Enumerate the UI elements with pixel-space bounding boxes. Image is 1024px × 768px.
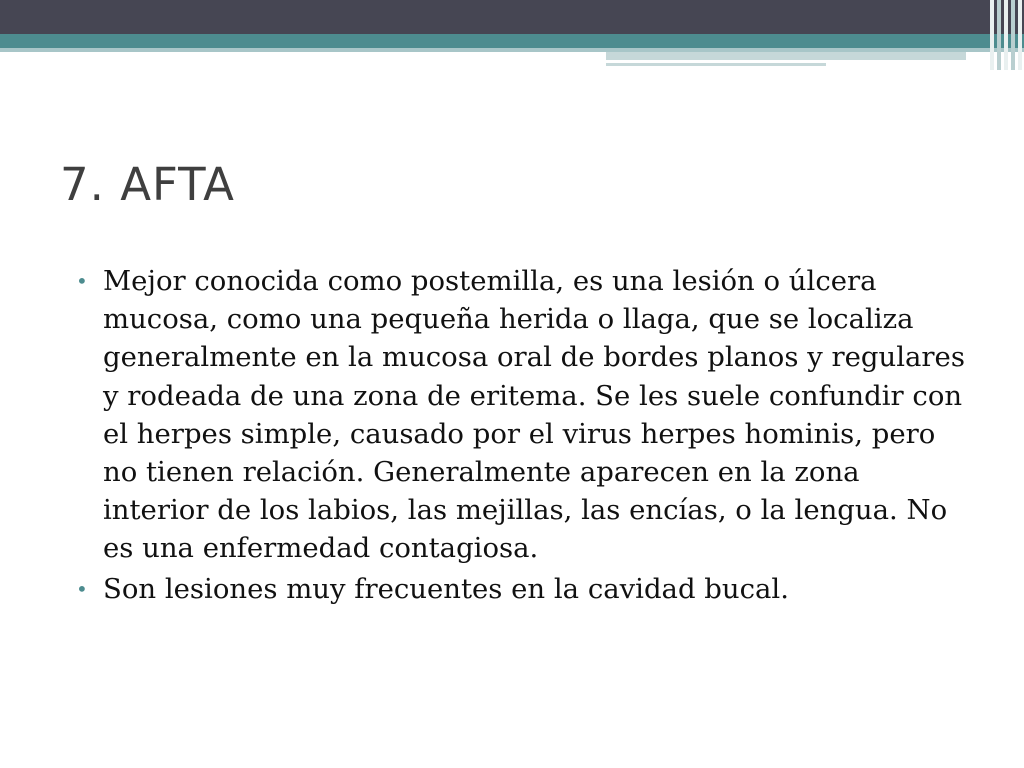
header-accent-bar <box>606 52 966 60</box>
header-accent-line <box>606 63 826 66</box>
bullet-item-1 <box>72 262 972 568</box>
bullet-icon: • <box>76 576 88 601</box>
bullet-text: Mejor conocida como postemilla, es una lesión o úlcera mucosa, como una pequeña herida o llaga, que se localiza generalmente en la mucosa oral de bordes planos y regulares y rodeada de una zona de eritema. Se les suele confundir con el herpes simple, causado por el virus herpes hominis, pero no tienen relación. Generalmente aparecen en la zona interior de los labios, las mejillas, las encías, o la lengua. No es una enfermedad contagiosa. <box>103 265 965 565</box>
header-band-teal <box>0 34 1024 48</box>
bullet-list <box>72 262 972 610</box>
bullet-item-2 <box>72 570 972 608</box>
slide-title: 7. AFTA <box>60 158 235 211</box>
decorative-stripes <box>990 0 1024 70</box>
bullet-icon: • <box>76 269 88 293</box>
header-band-dark <box>0 0 1024 34</box>
bullet-text: Son lesiones muy frecuentes en la cavidad bucal. <box>103 572 789 605</box>
